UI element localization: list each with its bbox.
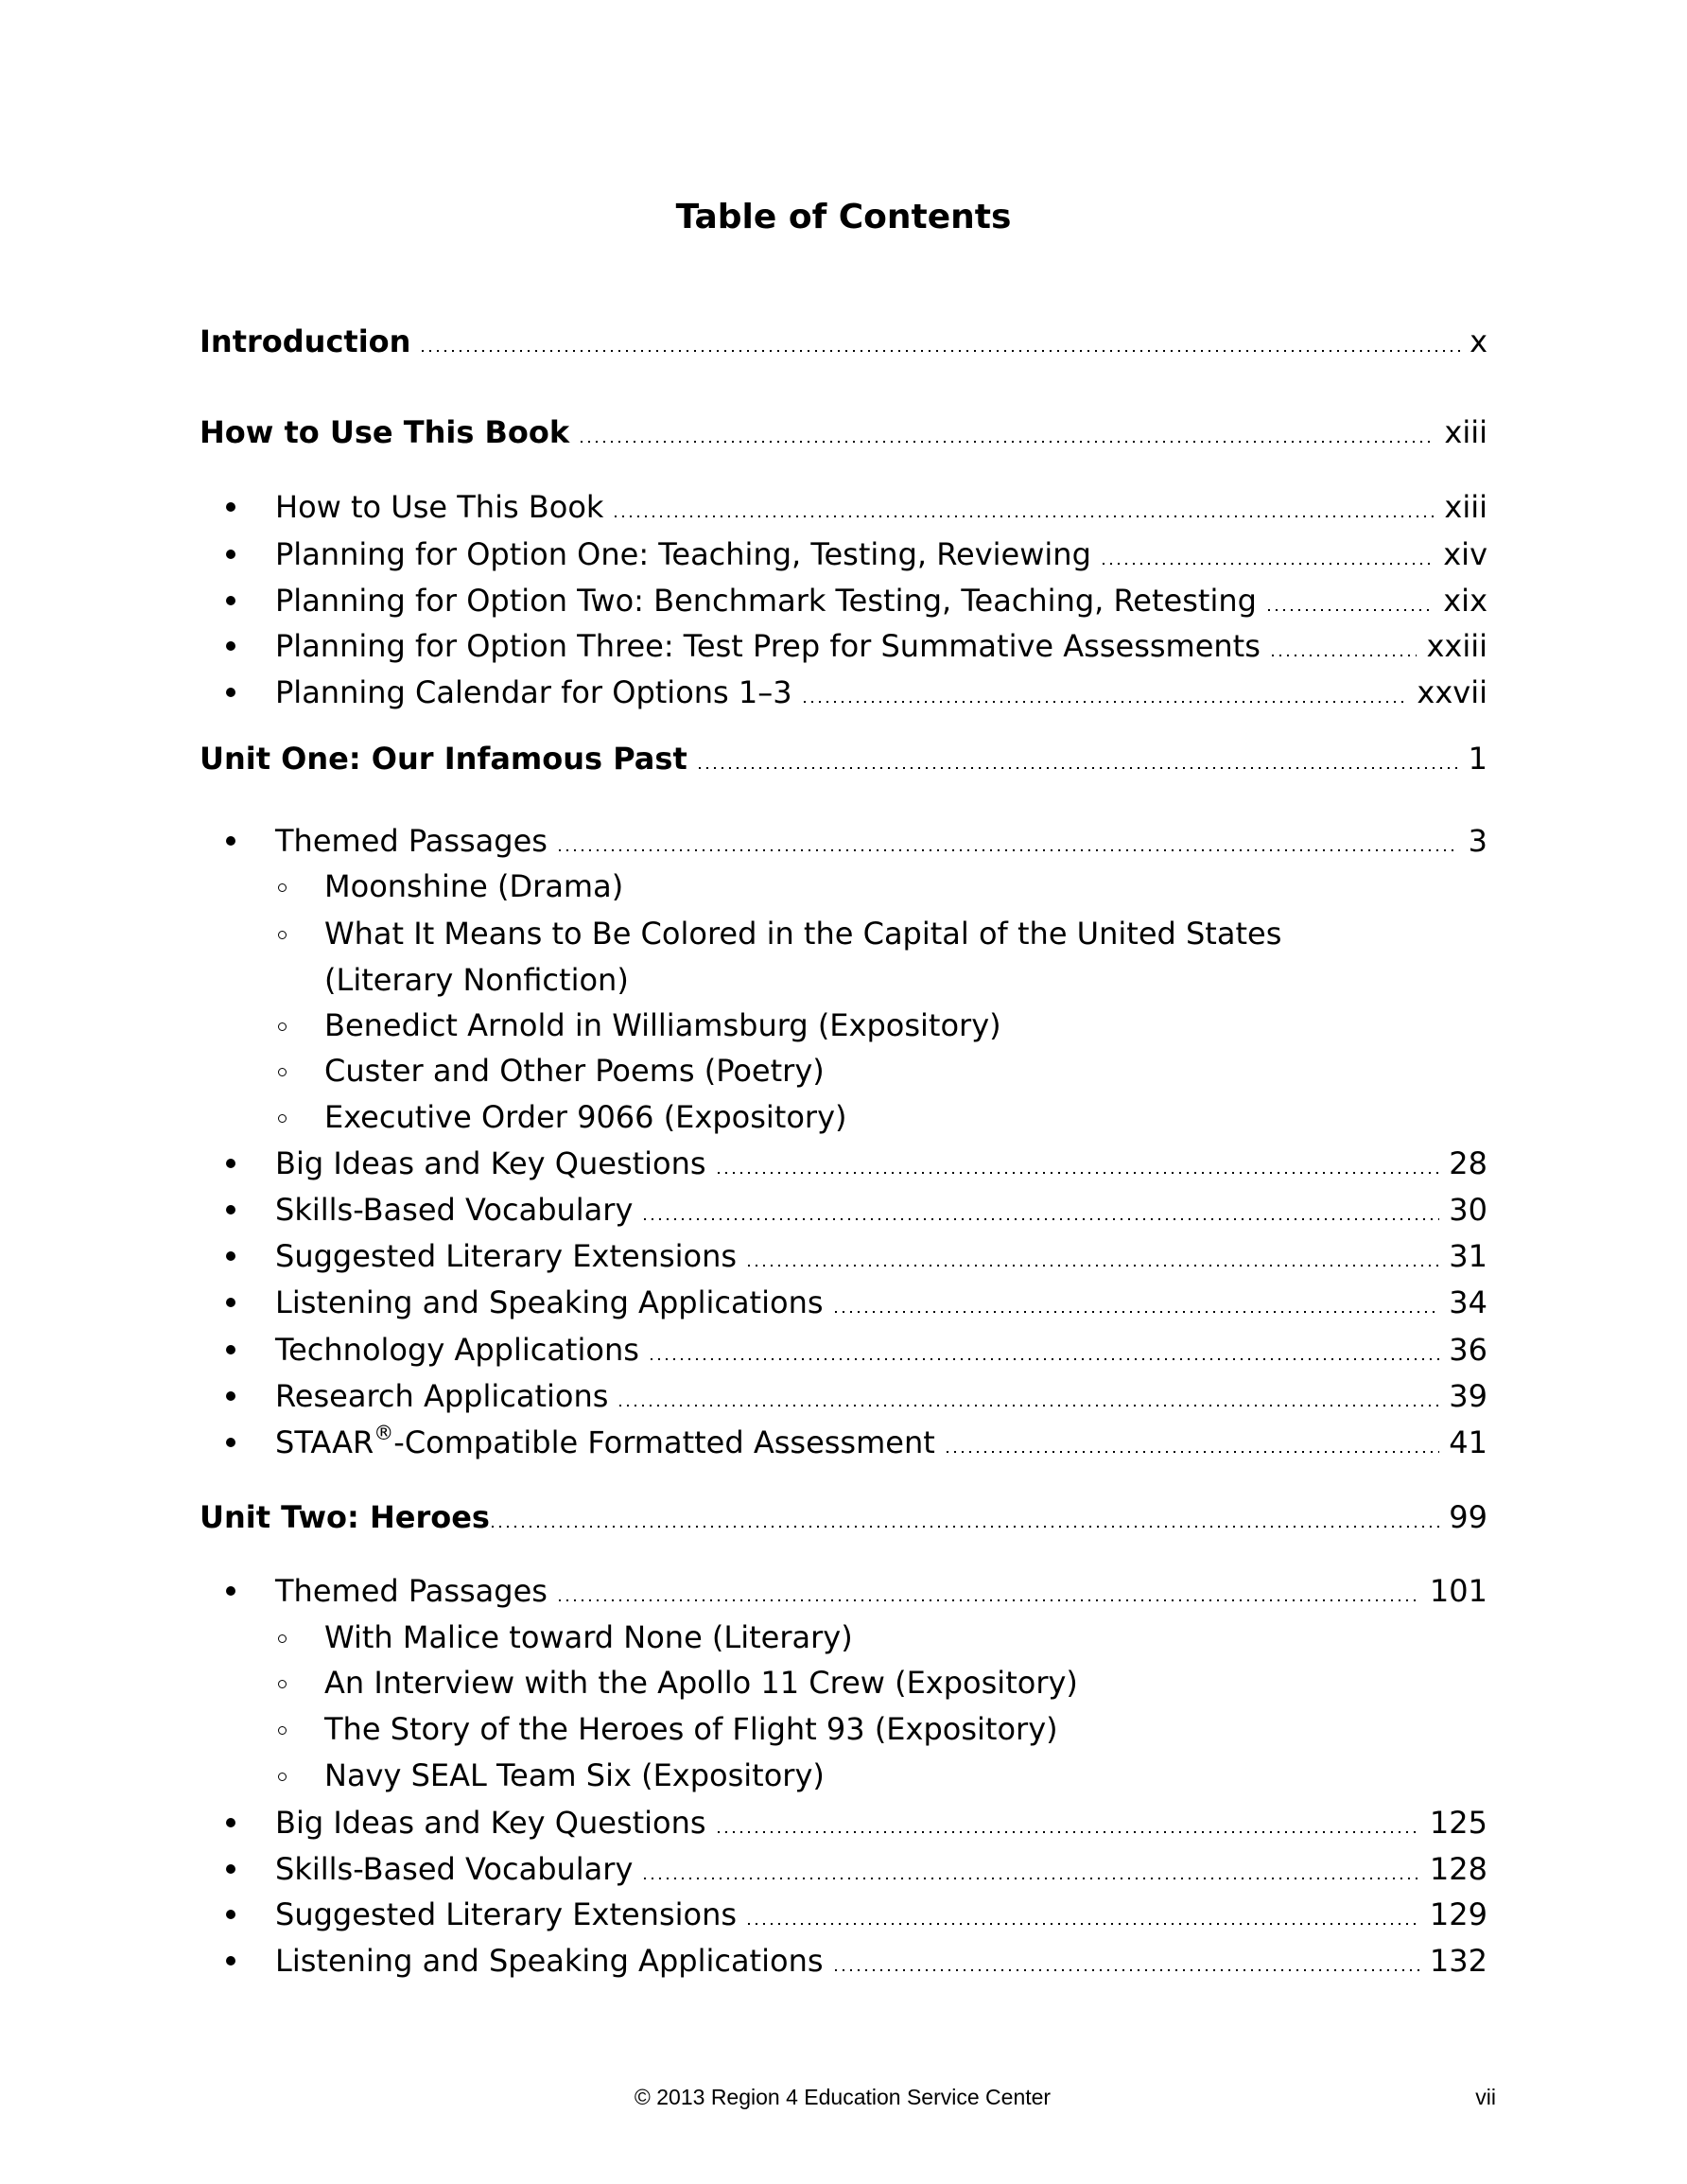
passage-item[interactable] [324, 867, 1487, 905]
dot-leader [804, 701, 1408, 703]
toc-item-label: Planning for Option Two: Benchmark Testing, Teaching, Retesting [275, 583, 1257, 619]
toc-item-themed-passages[interactable] [275, 822, 1487, 860]
page-number: 3 [1468, 823, 1487, 859]
page-number: 41 [1449, 1424, 1487, 1460]
bullet-icon [226, 1586, 235, 1596]
toc-item[interactable] [275, 1896, 1487, 1933]
page-number: 31 [1449, 1238, 1487, 1274]
page-number: xxiii [1426, 628, 1487, 664]
passage-item[interactable] [324, 1052, 1487, 1090]
toc-item[interactable] [275, 1942, 1487, 1980]
passage-item[interactable] [324, 1710, 1487, 1748]
dot-leader [492, 1526, 1439, 1528]
toc-item-label: Planning for Option Three: Test Prep for Summative Assessments [275, 628, 1261, 664]
staar-suffix-text: -Compatible Formatted Assessment [393, 1424, 935, 1460]
page-footer [0, 2083, 1687, 2111]
page-number: 128 [1429, 1851, 1487, 1887]
toc-item[interactable] [275, 1377, 1487, 1415]
bullet-icon [226, 596, 235, 605]
dot-leader [1103, 563, 1434, 565]
bullet-icon [226, 1159, 235, 1168]
toc-item[interactable] [275, 673, 1487, 711]
toc-entry-unit-two[interactable] [200, 1498, 1487, 1536]
hollow-bullet-icon [278, 1022, 287, 1031]
passage-label: Custer and Other Poems (Poetry) [324, 1053, 825, 1089]
dot-leader [1272, 655, 1417, 656]
dot-leader [835, 1311, 1440, 1313]
page-number: 129 [1429, 1896, 1487, 1932]
page-number: 101 [1429, 1573, 1487, 1609]
dot-leader [718, 1831, 1420, 1833]
passage-label: What It Means to Be Colored in the Capital of the United States [324, 916, 1282, 952]
hollow-bullet-icon [278, 1773, 287, 1781]
dot-leader [748, 1265, 1439, 1267]
toc-item-label: Research Applications [275, 1378, 609, 1414]
passage-label: With Malice toward None (Literary) [324, 1619, 853, 1655]
toc-item-label: Skills-Based Vocabulary [275, 1851, 634, 1887]
passage-item-continuation [324, 961, 1487, 999]
page-number: xiv [1443, 536, 1487, 572]
passage-label: An Interview with the Apollo 11 Crew (Expository) [324, 1665, 1078, 1701]
page-number: 34 [1449, 1284, 1487, 1320]
bullet-icon [226, 1864, 235, 1874]
bullet-icon [226, 1251, 235, 1261]
page-number: 39 [1449, 1378, 1487, 1414]
toc-entry-unit-one[interactable] [200, 740, 1487, 778]
page-number: 99 [1449, 1499, 1487, 1535]
toc-item[interactable] [275, 1850, 1487, 1888]
toc-item-label: Themed Passages [275, 823, 548, 859]
toc-heading-label: Unit Two: Heroes [200, 1499, 490, 1535]
hollow-bullet-icon [278, 1634, 287, 1643]
toc-item[interactable] [275, 582, 1487, 620]
bullet-icon [226, 1438, 235, 1447]
toc-item-label: Planning Calendar for Options 1–3 [275, 674, 792, 710]
bullet-icon [226, 1956, 235, 1966]
hollow-bullet-icon [278, 1114, 287, 1123]
passage-item[interactable] [324, 1098, 1487, 1136]
page-title: Table of Contents [675, 198, 1012, 236]
toc-item-label: Skills-Based Vocabulary [275, 1192, 634, 1228]
dot-leader [947, 1451, 1440, 1453]
page-number: 36 [1449, 1332, 1487, 1368]
hollow-bullet-icon [278, 1068, 287, 1076]
toc-heading-label: Unit One: Our Infamous Past [200, 741, 687, 777]
dot-leader [559, 849, 1459, 851]
toc-item-label: Big Ideas and Key Questions [275, 1805, 706, 1841]
dot-leader [651, 1358, 1439, 1360]
toc-item-label: Suggested Literary Extensions [275, 1238, 738, 1274]
toc-heading-label: How to Use This Book [200, 414, 570, 450]
toc-item-themed-passages[interactable] [275, 1572, 1487, 1610]
toc-item[interactable] [275, 1284, 1487, 1321]
toc-item-label: Themed Passages [275, 1573, 548, 1609]
toc-item[interactable] [275, 627, 1487, 665]
toc-item-label: Planning for Option One: Teaching, Testing, Reviewing [275, 536, 1091, 572]
page-number: xix [1443, 583, 1487, 619]
bullet-icon [226, 1391, 235, 1401]
bullet-icon [226, 1205, 235, 1214]
dot-leader [1268, 609, 1434, 611]
bullet-icon [226, 1910, 235, 1919]
copyright-notice: © 2013 Region 4 Education Service Center [634, 2085, 1052, 2109]
passage-label: Moonshine (Drama) [324, 868, 624, 904]
passage-label-continued: (Literary Nonfiction) [324, 962, 629, 998]
page-number: 1 [1468, 741, 1487, 777]
toc-item-label: Listening and Speaking Applications [275, 1284, 824, 1320]
bullet-icon [226, 688, 235, 697]
registered-mark: ® [374, 1422, 394, 1445]
dot-leader [619, 1405, 1439, 1406]
toc-item-staar-assessment[interactable] [275, 1424, 1487, 1461]
page-number: x [1470, 323, 1487, 359]
dot-leader [559, 1599, 1420, 1601]
passage-label: The Story of the Heroes of Flight 93 (Expository) [324, 1711, 1058, 1747]
toc-heading-label: Introduction [200, 323, 411, 359]
passage-item[interactable] [324, 1618, 1487, 1656]
toc-item[interactable] [275, 1237, 1487, 1275]
dot-leader [644, 1218, 1439, 1220]
dot-leader [699, 767, 1459, 769]
dot-leader [615, 515, 1435, 517]
bullet-icon [226, 502, 235, 512]
dot-leader [835, 1969, 1420, 1971]
dot-leader [718, 1172, 1440, 1174]
hollow-bullet-icon [278, 931, 287, 939]
page-number: xiii [1444, 489, 1487, 525]
toc-item-label [275, 1424, 935, 1461]
passage-item[interactable] [324, 915, 1487, 952]
toc-item[interactable] [275, 1191, 1487, 1229]
bullet-icon [226, 1818, 235, 1827]
bullet-icon [226, 641, 235, 651]
dot-leader [581, 441, 1435, 443]
page-number: 28 [1449, 1145, 1487, 1181]
page-number: 30 [1449, 1192, 1487, 1228]
hollow-bullet-icon [278, 1726, 287, 1735]
passage-item[interactable] [324, 1006, 1487, 1044]
toc-item-label: How to Use This Book [275, 489, 604, 525]
page-number: xiii [1444, 414, 1487, 450]
toc-item[interactable] [275, 1144, 1487, 1182]
passage-label: Benedict Arnold in Williamsburg (Expository) [324, 1007, 1001, 1043]
footer-page-number: vii [1475, 2085, 1496, 2109]
bullet-icon [226, 1345, 235, 1354]
dot-leader [422, 350, 1460, 352]
toc-item-label: Suggested Literary Extensions [275, 1896, 738, 1932]
passage-label: Navy SEAL Team Six (Expository) [324, 1757, 825, 1793]
bullet-icon [226, 836, 235, 846]
toc-item-label: Technology Applications [275, 1332, 639, 1368]
toc-item[interactable] [275, 1331, 1487, 1369]
toc-item-label: Listening and Speaking Applications [275, 1943, 824, 1979]
bullet-icon [226, 1298, 235, 1307]
toc-item-label: Big Ideas and Key Questions [275, 1145, 706, 1181]
passage-item[interactable] [324, 1756, 1487, 1794]
passage-label: Executive Order 9066 (Expository) [324, 1099, 847, 1135]
hollow-bullet-icon [278, 883, 287, 892]
dot-leader [748, 1923, 1420, 1925]
page-number: 132 [1429, 1943, 1487, 1979]
toc-item[interactable] [275, 488, 1487, 526]
toc-entry-introduction[interactable] [200, 323, 1487, 360]
bullet-icon [226, 550, 235, 559]
page-number: 125 [1429, 1805, 1487, 1841]
staar-text: STAAR [275, 1424, 374, 1460]
dot-leader [644, 1878, 1420, 1879]
hollow-bullet-icon [278, 1680, 287, 1688]
toc-item[interactable] [275, 1804, 1487, 1842]
toc-entry-how-to-use[interactable] [200, 413, 1487, 451]
passage-item[interactable] [324, 1664, 1487, 1702]
toc-item[interactable] [275, 535, 1487, 573]
page-number: xxvii [1417, 674, 1487, 710]
